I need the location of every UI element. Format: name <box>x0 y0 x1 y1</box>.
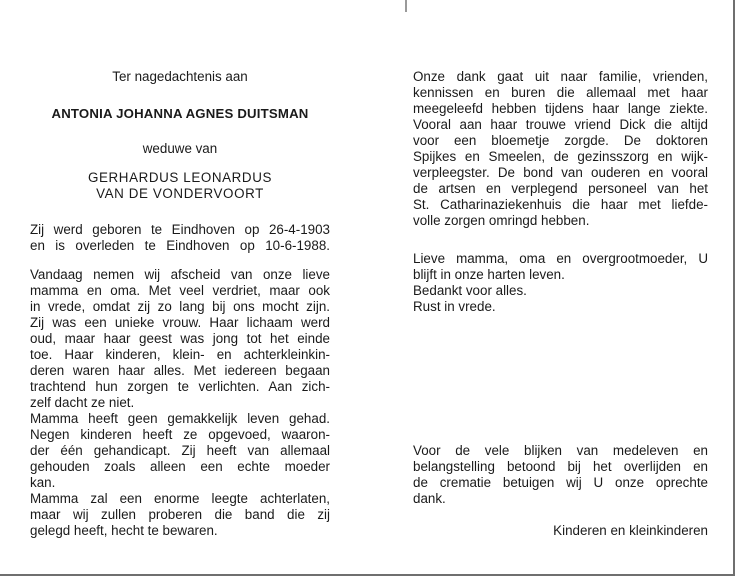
body-line: oud, maar haar geest was jong tot het einde <box>30 331 330 346</box>
fold-mark <box>405 0 407 12</box>
thanks-line: kennissen en buren die allemaal met haar <box>413 85 708 100</box>
deceased-name: ANTONIA JOHANNA AGNES DUITSMAN <box>51 106 309 121</box>
body-line: Vandaag nemen wij afscheid van onze lieve <box>30 267 330 282</box>
thanks-line: de artsen en verplegend personeel van het <box>413 181 708 196</box>
body-line: Negen kinderen heeft ze opgevoed, waaron- <box>30 427 330 442</box>
thanks-line: Vooral aan haar trouwe vriend Dick die altijd <box>413 117 708 132</box>
body-line: Mamma zal een enorme leegte achterlaten, <box>30 491 330 506</box>
farewell-line: Rust in vrede. <box>413 299 496 314</box>
body-line: maar wij zullen proberen die band die zij <box>30 507 330 522</box>
body-line: trachtend hun zorgen te verlichten. Aan zich- <box>30 379 330 394</box>
body-line: deren waren haar alles. Met iedereen begaan <box>30 363 330 378</box>
closing-line: Voor de vele blijken van medeleven en <box>413 443 708 458</box>
husband-name-line2: VAN DE VONDERVOORT <box>96 186 264 201</box>
thanks-line: Onze dank gaat uit naar familie, vrienden, <box>413 69 708 84</box>
widow-of-label: weduwe van <box>142 141 218 156</box>
thanks-line: St. Catharinaziekenhuis die haar met liefde- <box>413 197 708 212</box>
body-line: gelegd heeft, hecht te bewaren. <box>30 523 218 538</box>
body-line: mamma en oma. Met veel verdriet, maar ook <box>30 283 330 298</box>
thanks-line: volle zorgen omringd hebben. <box>413 213 590 228</box>
memorial-heading: Ter nagedachtenis aan <box>112 69 248 84</box>
closing-line: de crematie betuigen wij U onze oprechte <box>413 475 708 490</box>
death-line: en is overleden te Eindhoven op 10-6-1988. <box>30 238 330 253</box>
closing-line: belangstelling betoond bij het overlijden en <box>413 459 708 474</box>
thanks-line: voor een bloemetje zorgde. De doktoren <box>413 133 708 148</box>
thanks-line: verpleegster. De bond van ouderen en vooral <box>413 165 708 180</box>
signature: Kinderen en kleinkinderen <box>553 523 708 538</box>
farewell-line: Lieve mamma, oma en overgrootmoeder, U <box>413 251 708 266</box>
thanks-line: Spijkes en Smeelen, de gezinsszorg en wijk- <box>413 149 708 164</box>
thanks-line: meegeleefd hebben tijdens haar lange ziekte. <box>413 101 708 116</box>
farewell-line: Bedankt voor alles. <box>413 283 527 298</box>
body-line: toe. Haar kinderen, klein- en achterkleinkin- <box>30 347 330 362</box>
body-line: in vrede, omdat zij zo lang bij ons mocht zijn. <box>30 299 330 314</box>
farewell-line: blijft in onze harten leven. <box>413 267 565 282</box>
husband-name-line1: GERHARDUS LEONARDUS <box>87 170 273 185</box>
body-line: Mamma heeft geen gemakkelijk leven gehad. <box>30 411 330 426</box>
body-line: zelf dacht ze niet. <box>30 395 135 410</box>
body-line: Zij was een unieke vrouw. Haar lichaam werd <box>30 315 330 330</box>
closing-line: dank. <box>413 491 446 506</box>
body-line: der één gehandicapt. Zij heeft van allemaal <box>30 443 330 458</box>
body-line: kan. <box>30 475 56 490</box>
body-line: gehouden zoals alleen een echte moeder <box>30 459 330 474</box>
birth-line: Zij werd geboren te Eindhoven op 26-4-1903 <box>30 222 330 237</box>
